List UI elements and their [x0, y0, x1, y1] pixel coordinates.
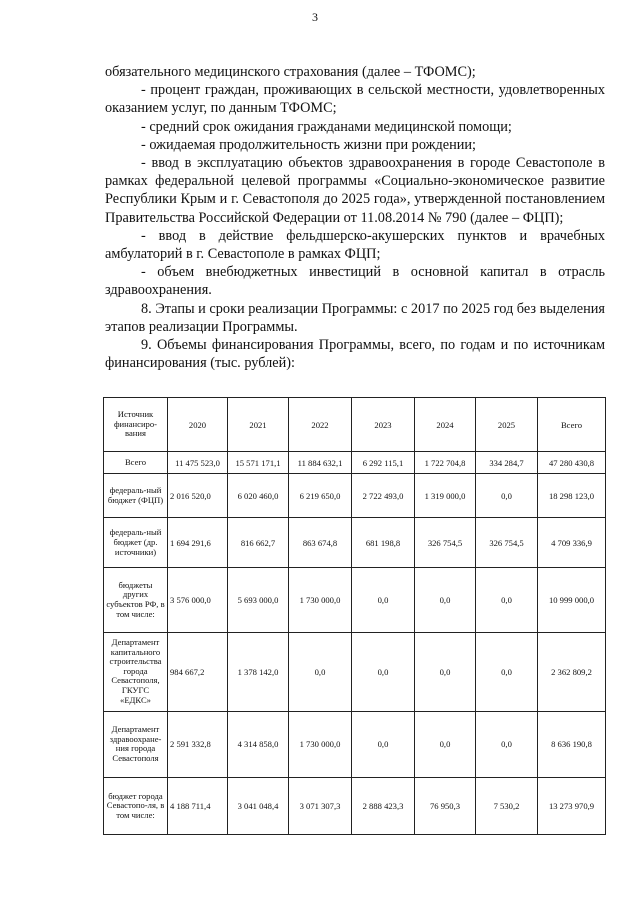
paragraph: - ввод в эксплуатацию объектов здравоохранения в городе Севастополе в рамках федеральной целевой программы «Социально-экономическое развитие Республики Крым и г. Севастополя до 2025 года», утвержденной постановлением Правительства Российской Федерации от 11.08.2014 № 790 (далее – ФЦП); — [105, 155, 605, 226]
table-row-label: Всего — [104, 452, 168, 474]
table-cell: 984 667,2 — [168, 632, 228, 711]
table-cell: 18 298 123,0 — [538, 474, 606, 518]
paragraph: обязательного медицинского страхования (далее – ТФОМС); — [105, 64, 476, 80]
table-cell: 1 378 142,0 — [228, 632, 289, 711]
paragraph: - процент граждан, проживающих в сельской местности, удовлетворенных оказанием услуг, по данным ТФОМС; — [105, 82, 605, 117]
table-cell: 47 280 430,8 — [538, 452, 606, 474]
table-cell: 0,0 — [352, 632, 415, 711]
table-cell: Всего — [538, 398, 606, 452]
table-cell: 2020 — [168, 398, 228, 452]
table-cell: 15 571 171,1 — [228, 452, 289, 474]
table-cell: 1 319 000,0 — [415, 474, 476, 518]
table-cell: 2023 — [352, 398, 415, 452]
table-cell: 2 016 520,0 — [168, 474, 228, 518]
table-row — [104, 474, 606, 518]
table-cell: 1 694 291,6 — [168, 518, 228, 568]
paragraph: 9. Объемы финансирования Программы, всего, по годам и по источникам финансирования (тыс. рублей): — [105, 337, 605, 372]
table-row-label: бюджеты других субъектов РФ, в том числе: — [104, 568, 168, 632]
table-row — [104, 518, 606, 568]
table-cell: 0,0 — [415, 632, 476, 711]
paragraph: - ожидаемая продолжительность жизни при рождении; — [141, 136, 477, 153]
table-cell: 2 362 809,2 — [538, 632, 606, 711]
table-cell: 0,0 — [352, 568, 415, 632]
table-cell: 3 041 048,4 — [228, 777, 289, 834]
table-cell: 11 884 632,1 — [289, 452, 352, 474]
table-row — [104, 568, 606, 632]
table-cell: 0,0 — [476, 632, 538, 711]
table-cell: 3 071 307,3 — [289, 777, 352, 834]
table-cell: 816 662,7 — [228, 518, 289, 568]
table-row-label: Источник финансиро-вания — [104, 398, 168, 452]
table-cell: 0,0 — [476, 568, 538, 632]
paragraph: - средний срок ожидания гражданами медицинской помощи; — [141, 118, 512, 135]
table-row-label: Департамент капитального строительства города Севастополя, ГКУГС «ЕДКС» — [104, 632, 168, 711]
table-cell: 0,0 — [476, 474, 538, 518]
table-cell: 2 888 423,3 — [352, 777, 415, 834]
table-cell: 2024 — [415, 398, 476, 452]
table-cell: 326 754,5 — [476, 518, 538, 568]
table-cell: 6 219 650,0 — [289, 474, 352, 518]
financing-table — [103, 397, 606, 835]
paragraph: 8. Этапы и сроки реализации Программы: с 2017 по 2025 год без выделения этапов реализации Программы. — [105, 300, 605, 335]
table-row — [104, 632, 606, 711]
table-row-label: бюджет города Севастопо-ля, в том числе: — [104, 777, 168, 834]
table-cell: 0,0 — [415, 711, 476, 777]
table-cell: 7 530,2 — [476, 777, 538, 834]
table-cell: 4 188 711,4 — [168, 777, 228, 834]
table-cell: 2 722 493,0 — [352, 474, 415, 518]
table-cell: 2022 — [289, 398, 352, 452]
table-row — [104, 711, 606, 777]
table-cell: 0,0 — [352, 711, 415, 777]
table-cell: 326 754,5 — [415, 518, 476, 568]
table-cell: 1 730 000,0 — [289, 711, 352, 777]
table-cell: 76 950,3 — [415, 777, 476, 834]
table-cell: 1 730 000,0 — [289, 568, 352, 632]
table-cell: 4 314 858,0 — [228, 711, 289, 777]
table-cell: 4 709 336,9 — [538, 518, 606, 568]
table-cell: 10 999 000,0 — [538, 568, 606, 632]
table-row-label: федераль-ный бюджет (ФЦП) — [104, 474, 168, 518]
table-cell: 863 674,8 — [289, 518, 352, 568]
table-cell: 13 273 970,9 — [538, 777, 606, 834]
table-row-label: федераль-ный бюджет (др. источники) — [104, 518, 168, 568]
body-text — [105, 63, 605, 372]
table-cell: 3 576 000,0 — [168, 568, 228, 632]
table-cell: 2 591 332,8 — [168, 711, 228, 777]
table-header-row — [104, 398, 606, 452]
table-cell: 1 722 704,8 — [415, 452, 476, 474]
table-cell: 0,0 — [415, 568, 476, 632]
table-cell: 0,0 — [289, 632, 352, 711]
table-cell: 2021 — [228, 398, 289, 452]
table-row — [104, 452, 606, 474]
table-cell: 681 198,8 — [352, 518, 415, 568]
table-cell: 334 284,7 — [476, 452, 538, 474]
table-cell: 8 636 190,8 — [538, 711, 606, 777]
table-cell: 2025 — [476, 398, 538, 452]
page-number: 3 — [312, 10, 318, 24]
table-row-label: Департамент здравоохране-ния города Севастополя — [104, 711, 168, 777]
table-cell: 0,0 — [476, 711, 538, 777]
paragraph: - объем внебюджетных инвестиций в основной капитал в отрасль здравоохранения. — [105, 264, 605, 299]
table-cell: 6 292 115,1 — [352, 452, 415, 474]
table-cell: 6 020 460,0 — [228, 474, 289, 518]
table-cell: 11 475 523,0 — [168, 452, 228, 474]
paragraph: - ввод в действие фельдшерско-акушерских пунктов и врачебных амбулаторий в г. Севастополе в рамках ФЦП; — [105, 227, 605, 263]
table-row — [104, 777, 606, 834]
table-cell: 5 693 000,0 — [228, 568, 289, 632]
